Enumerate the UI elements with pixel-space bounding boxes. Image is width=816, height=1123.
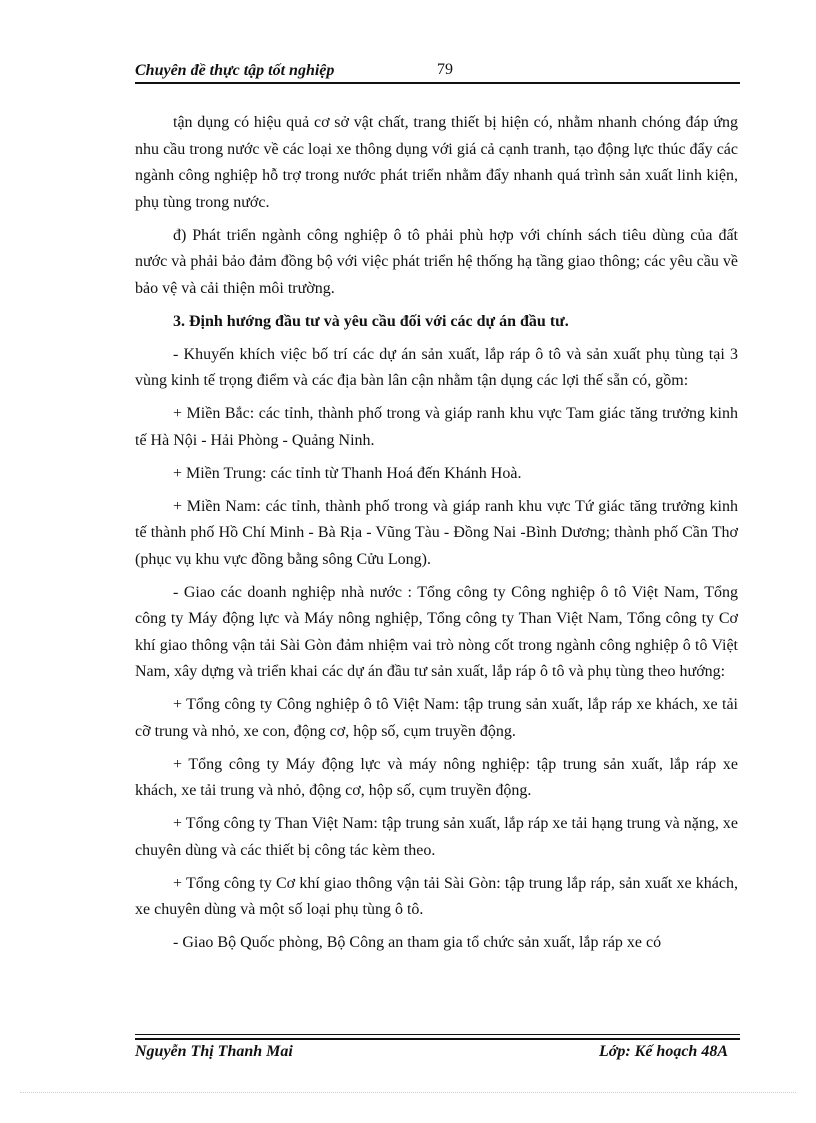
header-rule <box>135 82 740 84</box>
paragraph: + Tổng công ty Máy động lực và máy nông nghiệp: tập trung sản xuất, lắp ráp xe khách, xe tải trung và nhỏ, động cơ, hộp số, cụm truyền động. <box>135 755 738 799</box>
paragraph: - Giao Bộ Quốc phòng, Bộ Công an tham gia tổ chức sản xuất, lắp ráp xe có <box>173 934 662 951</box>
paragraph: + Miền Bắc: các tỉnh, thành phố trong và giáp ranh khu vực Tam giác tăng trưởng kinh tế Hà Nội - Hải Phòng - Quảng Ninh. <box>135 405 738 449</box>
footer-class: Lớp: Kế hoạch 48A <box>598 1043 728 1060</box>
page-edge <box>20 1092 796 1093</box>
body-text <box>135 110 738 963</box>
paragraph: + Miền Trung: các tỉnh từ Thanh Hoá đến Khánh Hoà. <box>173 464 522 482</box>
section-heading: 3. Định hướng đầu tư và yêu cầu đối với các dự án đầu tư. <box>173 312 569 330</box>
page-number: 79 <box>437 61 453 78</box>
footer-author: Nguyễn Thị Thanh Mai <box>135 1043 293 1060</box>
paragraph: - Giao các doanh nghiệp nhà nước : Tổng công ty Công nghiệp ô tô Việt Nam, Tổng công ty Máy động lực và Máy nông nghiệp, Tổng công ty Than Việt Nam, Tổng công ty Cơ khí giao thông vận tải Sài Gòn đảm nhiệm vai trò nòng cốt trong ngành công nghiệp ô tô Việt Nam, xây dựng và triển khai các dự án đầu tư sản xuất, lắp ráp ô tô và phụ tùng theo hướng: <box>135 583 738 680</box>
header-title: Chuyên đề thực tập tốt nghiệp <box>135 62 335 79</box>
paragraph: - Khuyến khích việc bố trí các dự án sản xuất, lắp ráp ô tô và sản xuất phụ tùng tại 3 vùng kinh tế trọng điểm và các địa bàn lân cận nhằm tận dụng các lợi thế sẵn có, gồm: <box>135 345 738 389</box>
footer-rule-top <box>135 1034 740 1035</box>
footer-rule-bottom <box>135 1038 740 1040</box>
paragraph: tận dụng có hiệu quả cơ sở vật chất, trang thiết bị hiện có, nhằm nhanh chóng đáp ứng nhu cầu trong nước về các loại xe thông dụng với giá cả cạnh tranh, tạo động lực thúc đẩy các ngành công nghiệp hỗ trợ trong nước phát triển nhằm đẩy nhanh quá trình sản xuất linh kiện, phụ tùng trong nước. <box>135 114 738 211</box>
paragraph: + Miền Nam: các tỉnh, thành phố trong và giáp ranh khu vực Tứ giác tăng trưởng kinh tế thành phố Hồ Chí Minh - Bà Rịa - Vũng Tàu - Đồng Nai -Bình Dương; thành phố Cần Thơ (phục vụ khu vực đồng bằng sông Cửu Long). <box>135 497 738 568</box>
paragraph: + Tổng công ty Cơ khí giao thông vận tải Sài Gòn: tập trung lắp ráp, sản xuất xe khách, xe chuyên dùng và một số loại phụ tùng ô tô. <box>135 874 738 918</box>
paragraph: + Tổng công ty Công nghiệp ô tô Việt Nam: tập trung sản xuất, lắp ráp xe khách, xe tải cỡ trung và nhỏ, xe con, động cơ, hộp số, cụm truyền động. <box>135 696 738 740</box>
paragraph: + Tổng công ty Than Việt Nam: tập trung sản xuất, lắp ráp xe tải hạng trung và nặng, xe chuyên dùng và các thiết bị công tác kèm theo. <box>135 815 738 859</box>
paragraph: đ) Phát triển ngành công nghiệp ô tô phải phù hợp với chính sách tiêu dùng của đất nước và phải bảo đảm đồng bộ với việc phát triển hệ thống hạ tầng giao thông; các yêu cầu về bảo vệ và cải thiện môi trường. <box>135 226 738 297</box>
page-header <box>135 58 740 84</box>
